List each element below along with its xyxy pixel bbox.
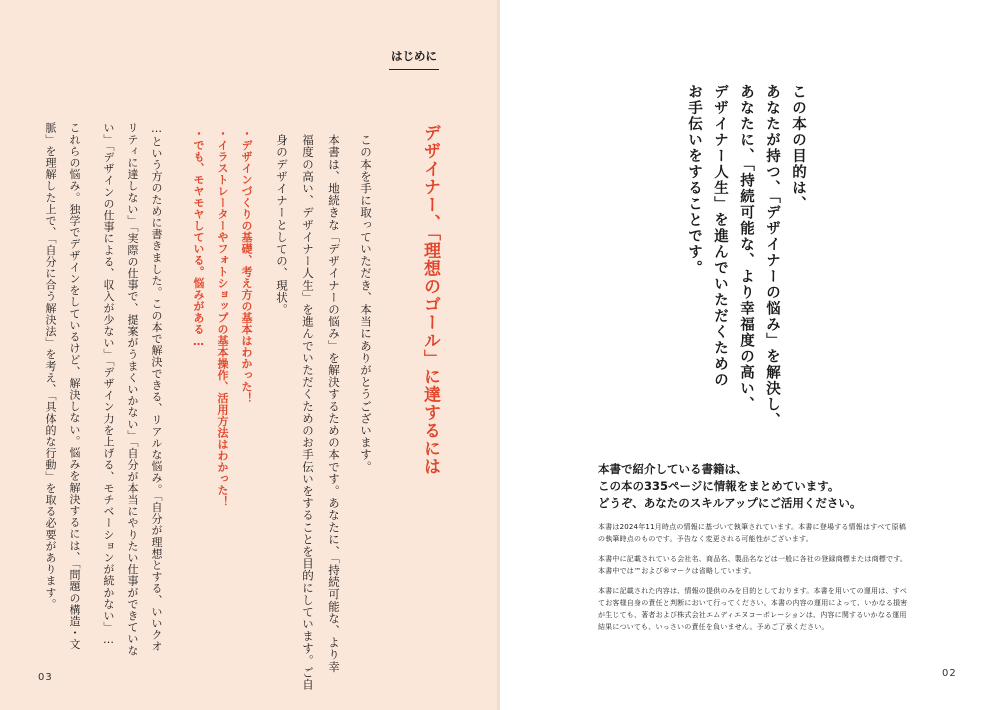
purpose-line-1: この本の目的は、: [790, 84, 806, 212]
reference-line-2: この本の335ページに情報をまとめています。: [598, 479, 840, 493]
reference-line-3: どうぞ、あなたのスキルアップにご活用ください。: [598, 496, 862, 510]
purpose-line-3: あなたに、「持続可能な、より幸福度の高い、: [738, 84, 754, 413]
purpose-line-2: あなたが持つ、「デザイナーの悩み」を解決し、: [764, 84, 780, 429]
closing-line-1: これらの悩み。独学でデザインをしているけど、解決しない。悩みを解決するには、「問題の構造・文: [68, 122, 81, 651]
page-number-left: 03: [38, 672, 53, 683]
page-number-right: 02: [942, 668, 957, 679]
intro-line-1: この本を手に取っていただき、本当にありがとうございます。: [359, 134, 373, 473]
purpose-line-5: お手伝いをすることです。: [686, 84, 702, 276]
right-page: [500, 0, 1001, 710]
intro-line-4: 身のデザイナーとしての、現状。: [275, 134, 289, 316]
intro-line-3: 福度の高い、デザイナー人生」を進んでいただくためのお手伝いをすることを目的にしています。ご自: [301, 134, 315, 691]
bullet-item-1: ・デザインづくりの基礎、考え方の基本はわかった！: [240, 128, 253, 404]
note-paragraph-2: 本書中に記載されている会社名、商品名、製品名などは一般に各社の登録商標または商標です。本書中では™および®マークは省略しています。: [598, 555, 908, 575]
intro-line-2: 本書は、地続きな「デザイナーの悩み」を解決するための本です。あなたに、「持続可能な、より幸: [327, 134, 341, 673]
section-heading: デザイナー、「理想のゴール」に達するには: [420, 124, 440, 476]
body-line-2: リティに達しない」「実際の仕事で、提案がうまくいかない」「自分が本当にやりたい仕事ができていな: [126, 122, 139, 657]
reference-line-1: 本書で紹介している書籍は、: [598, 462, 748, 476]
purpose-line-4: デザイナー人生」を進んでいただくための: [712, 84, 728, 388]
note-paragraph-3: 本書に記載された内容は、情報の提供のみを目的としております。本書を用いての運用は、すべてお客様自身の責任と判断において行ってください。本書の内容の運用によって、いかなる損害が生じても、著者および株式会社エムディエヌコーポレーションは、内容に関するいかなる運用結果についても、いっさいの責任を負いません。予めご了承ください。: [598, 587, 908, 631]
left-page: [0, 0, 500, 710]
bullet-item-3: ・でも、モヤモヤしている。悩みがある…: [192, 128, 205, 349]
body-line-1: …という方のために書きました。この本で解決できる、リアルな悩み。「自分が理想とする、いいクオ: [150, 122, 163, 653]
bullet-item-2: ・イラストレーターやフォトショップの基本操作、活用方法はわかった！: [216, 128, 229, 508]
body-line-3: い」「デザインの仕事による、収入が少ない」「デザイン力を上げる、モチベーションが続かない」…: [102, 122, 115, 647]
chapter-label: はじめに: [389, 48, 439, 70]
closing-line-2: 脈」を理解した上で、「自分に合う解決法」を考え、「具体的な行動」を取る必要があります。: [44, 122, 57, 610]
note-paragraph-1: 本書は2024年11月時点の情報に基づいて執筆されています。本書に登場する情報はすべて原稿の執筆時点のものです。予告なく変更される可能性がございます。: [598, 523, 907, 543]
